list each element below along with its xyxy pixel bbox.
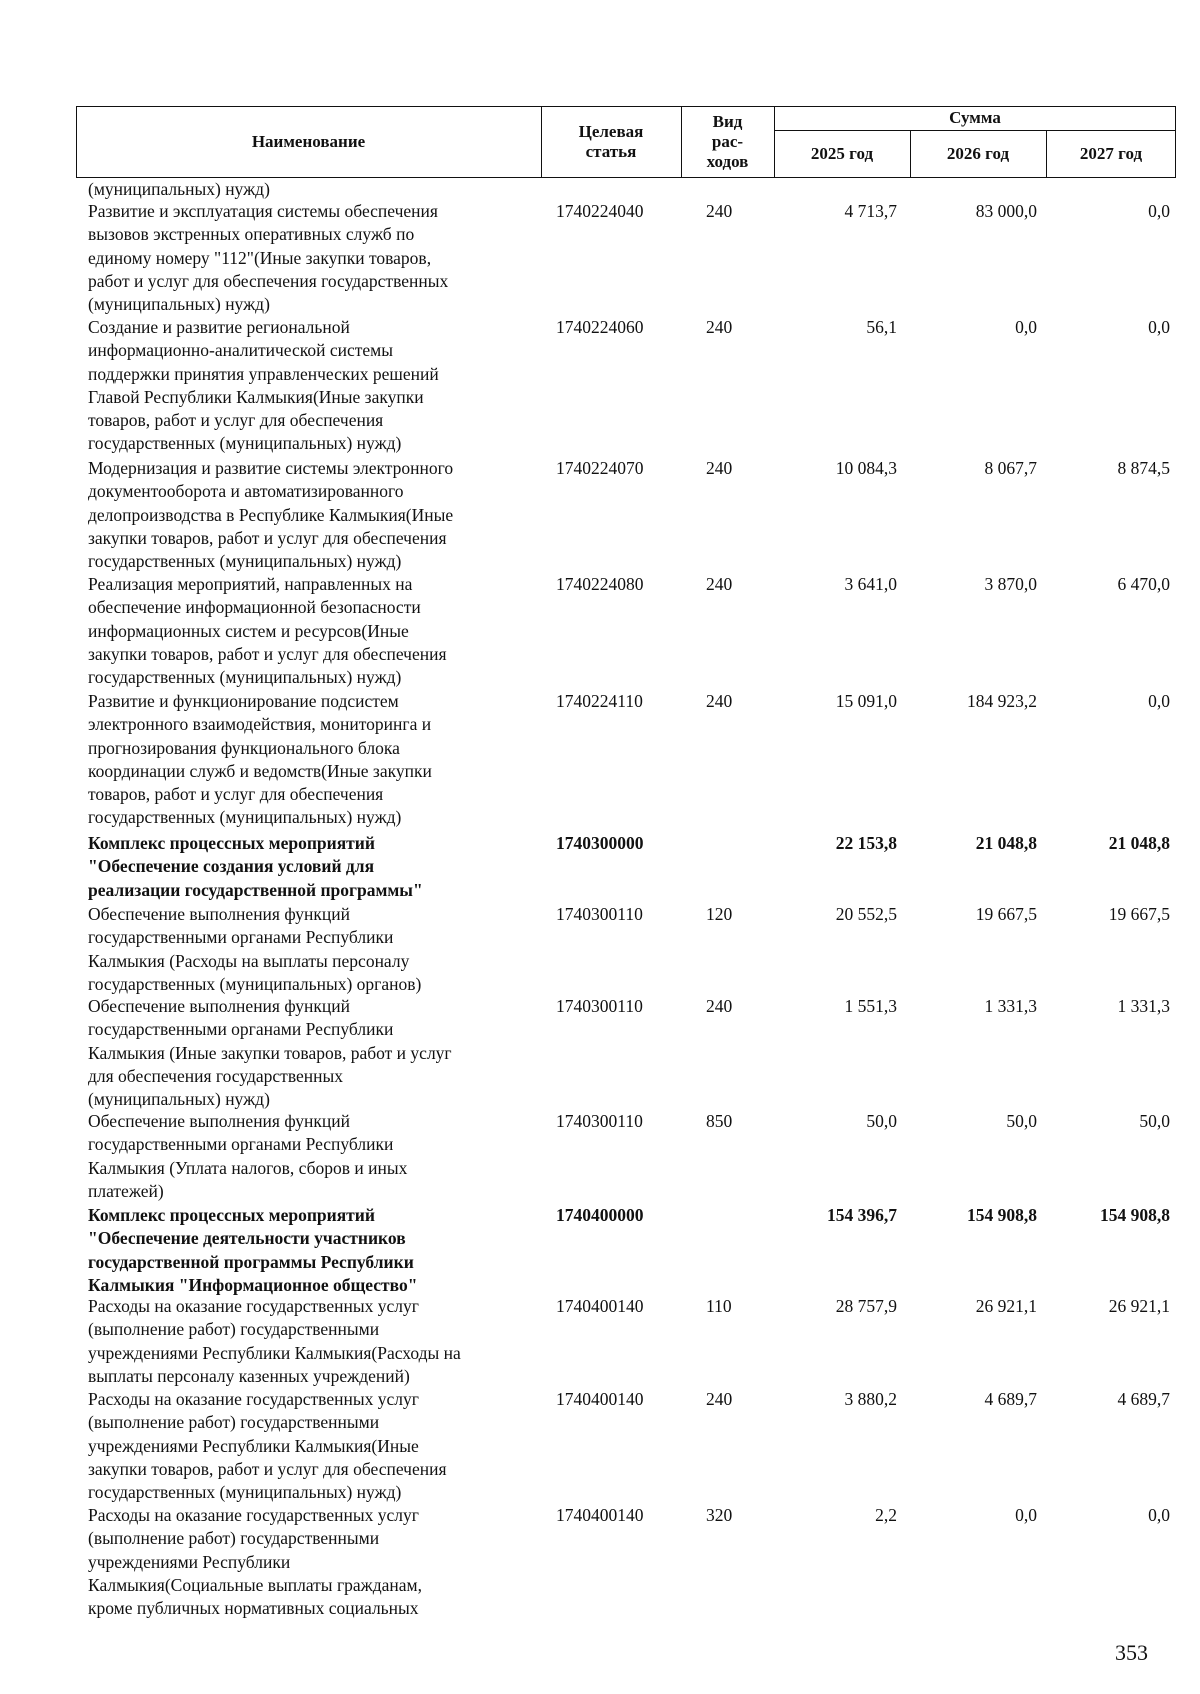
row-code: 1740400000 — [556, 1205, 644, 1225]
row-2026: 0,0 — [1015, 1505, 1037, 1525]
row-code: 1740300110 — [556, 1111, 643, 1131]
row-2025: 28 757,9 — [835, 1296, 897, 1316]
row-vid: 240 — [706, 1389, 733, 1409]
header-sum: Сумма — [949, 108, 1001, 127]
row-vid: 120 — [706, 904, 733, 924]
row-2026: 8 067,7 — [984, 458, 1037, 478]
row-2026: 83 000,0 — [975, 201, 1037, 221]
row-2026: 3 870,0 — [984, 574, 1037, 594]
row-name: Обеспечение выполнения функций государственными органами Республики Калмыкия (Уплата налогов, сборов и иных платежей) — [88, 1111, 408, 1201]
row-2025: 4 713,7 — [844, 201, 897, 221]
row-vid: 240 — [706, 996, 733, 1016]
row-name: Модернизация и развитие системы электронного документооборота и автоматизированного делопроизводства в Республике Калмыкия(Иные закупки товаров, работ и услуг для обеспечения государственных (муниципальных) нужд) — [88, 458, 454, 572]
row-2027: 0,0 — [1148, 1505, 1170, 1525]
header-2025: 2025 год — [810, 144, 874, 163]
row-code: 1740400140 — [556, 1505, 644, 1525]
row-2025: 2,2 — [875, 1505, 897, 1525]
row-name: Обеспечение выполнения функций государственными органами Республики Калмыкия (Расходы на выплаты персоналу государственных (муниципальных) органов) — [88, 904, 422, 994]
row-2026: 154 908,8 — [967, 1205, 1037, 1225]
header-code: Целевая статья — [578, 122, 644, 161]
row-2027: 50,0 — [1139, 1111, 1170, 1131]
row-2026: 0,0 — [1015, 317, 1037, 337]
row-code: 1740224040 — [556, 201, 644, 221]
row-name: Создание и развитие региональной информационно-аналитической системы поддержки принятия управленческих решений Главой Республики Калмыкия(Иные закупки товаров, работ и услуг для обеспечения государственных (муниципальных) нужд) — [88, 317, 439, 454]
row-code: 1740224110 — [556, 691, 643, 711]
row-name: Расходы на оказание государственных услуг (выполнение работ) государственными учреждениями Республики Калмыкия(Расходы на выплаты персоналу казенных учреждений) — [88, 1296, 461, 1386]
row-2027: 0,0 — [1148, 201, 1170, 221]
row-vid: 240 — [706, 201, 733, 221]
row-2025: 3 880,2 — [844, 1389, 897, 1409]
row-name: Развитие и функционирование подсистем электронного взаимодействия, мониторинга и прогнозирования функционального блока координации служб и ведомств(Иные закупки товаров, работ и услуг для обеспечения государственных (муниципальных) нужд) — [88, 691, 432, 828]
row-name: Комплекс процессных мероприятий "Обеспечение деятельности участников государственной программы Республики Калмыкия "Информационное общество" — [88, 1205, 418, 1295]
row-2027: 19 667,5 — [1108, 904, 1170, 924]
row-2027: 4 689,7 — [1117, 1389, 1170, 1409]
row-2026: 26 921,1 — [975, 1296, 1037, 1316]
row-2025: 50,0 — [866, 1111, 897, 1131]
row-2025: 15 091,0 — [835, 691, 897, 711]
row-2027: 1 331,3 — [1117, 996, 1170, 1016]
row-name: Реализация мероприятий, направленных на обеспечение информационной безопасности информационных систем и ресурсов(Иные закупки товаров, работ и услуг для обеспечения государственных (муниципальных) нужд) — [88, 574, 447, 688]
row-2027: 21 048,8 — [1108, 833, 1170, 853]
row-vid: 240 — [706, 574, 733, 594]
row-2025: 56,1 — [866, 317, 897, 337]
row-2025: 22 153,8 — [835, 833, 897, 853]
row-code: 1740224080 — [556, 574, 644, 594]
row-vid: 240 — [706, 458, 733, 478]
row-code: 1740300110 — [556, 996, 643, 1016]
row-name: Расходы на оказание государственных услуг (выполнение работ) государственными учреждениями Республики Калмыкия(Социальные выплаты гражданам, кроме публичных нормативных социальных — [88, 1505, 422, 1619]
header-2026: 2026 год — [946, 144, 1010, 163]
row-2026: 184 923,2 — [967, 691, 1037, 711]
row-code: 1740300110 — [556, 904, 643, 924]
header-2027: 2027 год — [1079, 144, 1143, 163]
page-number: 353 — [1115, 1640, 1148, 1665]
row-vid: 240 — [706, 317, 733, 337]
row-2027: 0,0 — [1148, 317, 1170, 337]
row-name: Расходы на оказание государственных услуг (выполнение работ) государственными учреждениями Республики Калмыкия(Иные закупки товаров, работ и услуг для обеспечения государственных (муниципальных) нужд) — [88, 1389, 447, 1503]
row-code: 1740300000 — [556, 833, 644, 853]
row-2027: 0,0 — [1148, 691, 1170, 711]
row-2025: 3 641,0 — [844, 574, 897, 594]
row-2027: 6 470,0 — [1117, 574, 1170, 594]
row-2027: 26 921,1 — [1108, 1296, 1170, 1316]
header-name: Наименование — [251, 132, 366, 151]
row-vid: 850 — [706, 1111, 733, 1131]
row-2026: 21 048,8 — [975, 833, 1037, 853]
row-vid: 240 — [706, 691, 733, 711]
row-vid: 110 — [706, 1296, 732, 1316]
row-2026: 19 667,5 — [975, 904, 1037, 924]
row-2026: 1 331,3 — [984, 996, 1037, 1016]
row-2025: 154 396,7 — [827, 1205, 897, 1225]
continuation-text: (муниципальных) нужд) — [88, 179, 270, 199]
row-2027: 154 908,8 — [1100, 1205, 1170, 1225]
row-code: 1740224070 — [556, 458, 644, 478]
row-name: Обеспечение выполнения функций государственными органами Республики Калмыкия (Иные закупки товаров, работ и услуг для обеспечения государственных (муниципальных) нужд) — [88, 996, 452, 1110]
row-code: 1740400140 — [556, 1296, 644, 1316]
row-name: Комплекс процессных мероприятий "Обеспечение создания условий для реализации государственной программы" — [88, 833, 423, 900]
row-name: Развитие и эксплуатация системы обеспечения вызовов экстренных оперативных служб по единому номеру "112"(Иные закупки товаров, работ и услуг для обеспечения государственных (муниципальных) нужд) — [88, 201, 449, 315]
row-2026: 4 689,7 — [984, 1389, 1037, 1409]
row-code: 1740224060 — [556, 317, 644, 337]
row-2025: 20 552,5 — [835, 904, 897, 924]
row-vid: 320 — [706, 1505, 733, 1525]
row-2027: 8 874,5 — [1117, 458, 1170, 478]
row-2026: 50,0 — [1006, 1111, 1037, 1131]
row-code: 1740400140 — [556, 1389, 644, 1409]
header-vid: Вид рас- ходов — [706, 112, 749, 171]
row-2025: 1 551,3 — [844, 996, 897, 1016]
row-2025: 10 084,3 — [835, 458, 897, 478]
